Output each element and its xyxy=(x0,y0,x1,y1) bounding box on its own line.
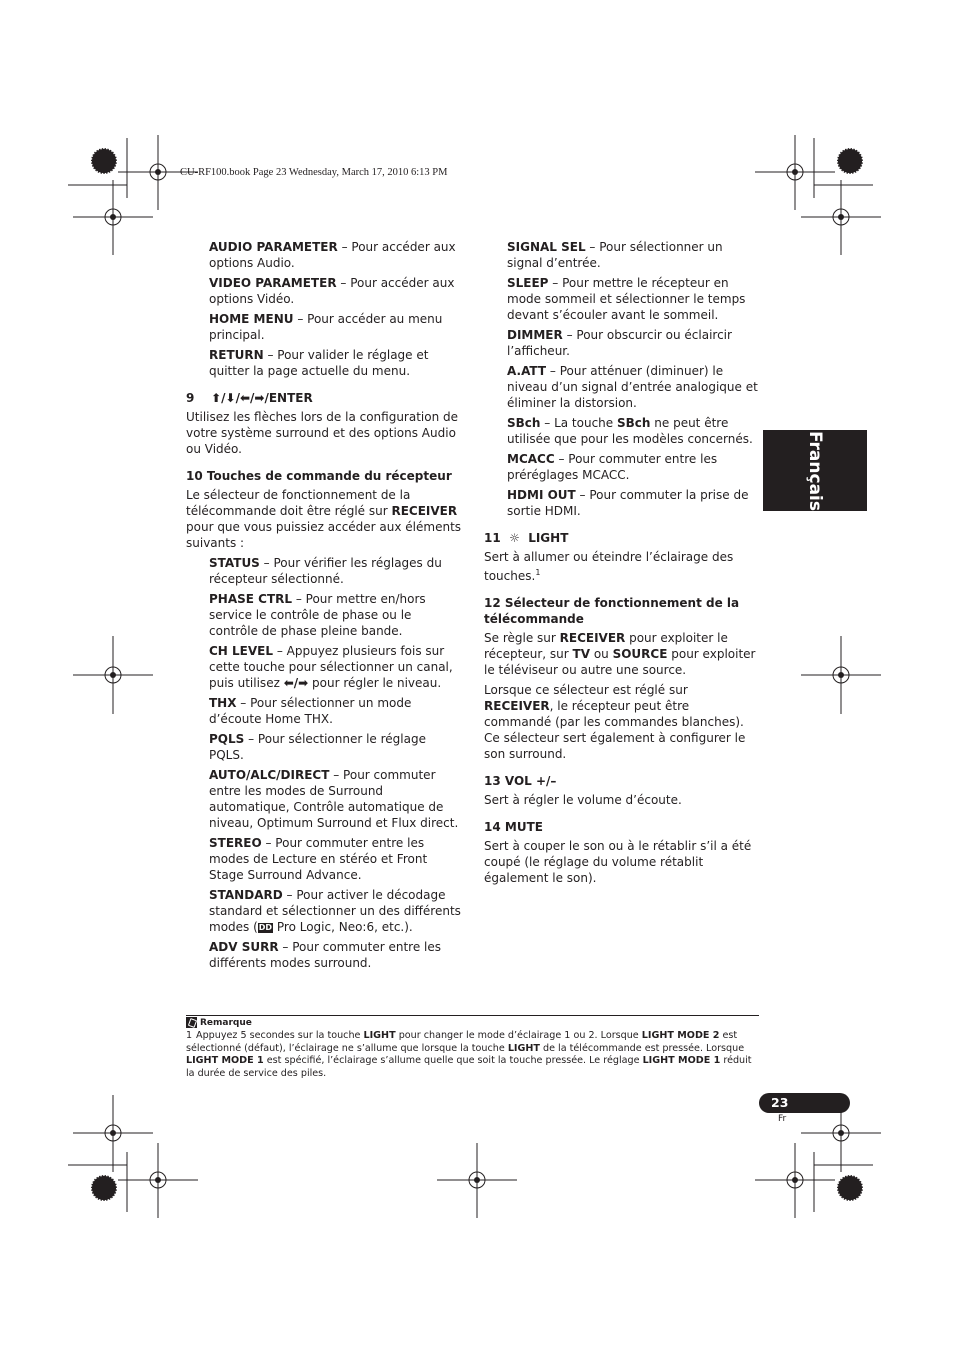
item-thx: THX – Pour sélectionner un mode d’écoute Home THX. xyxy=(209,696,412,726)
para-12a: Se règle sur RECEIVER pour exploiter le récepteur, sur TV ou SOURCE pour exploiter le téléviseur ou autre une source. xyxy=(484,631,756,677)
item-hdmi-out: HDMI OUT – Pour commuter la prise de sortie HDMI. xyxy=(507,488,749,518)
item-adv-surr: ADV SURR – Pour commuter entre les différents modes surround. xyxy=(209,940,442,970)
para-9: Utilisez les flèches lors de la configuration de votre système surround et des options Audio ou Vidéo. xyxy=(186,410,459,456)
page-number: 23 xyxy=(771,1095,789,1110)
right-column xyxy=(484,239,760,890)
para-13: Sert à régler le volume d’écoute. xyxy=(484,793,682,807)
left-right-arrow-icon: ⬅/➡ xyxy=(283,676,309,690)
para-10: Le sélecteur de fonctionnement de la télécommande doit être réglé sur RECEIVER pour que vous puissiez accéder aux éléments suivants : xyxy=(186,488,462,550)
light-icon: ☼ xyxy=(509,531,520,545)
note-heading: Remarque xyxy=(186,1017,252,1028)
para-14: Sert à couper le son ou à le rétablir s’il a été coupé (le réglage du volume rétablit également le son). xyxy=(484,839,752,885)
footnote: 1 Appuyez 5 secondes sur la touche LIGHT pour changer le mode d’éclairage 1 ou 2. Lorsque LIGHT MODE 2 est sélectionné (défaut), l’éclairage ne s’allume que lorsque la touche LIGHT de la télécommande est pressée. Lorsque LIGHT MODE 1 est spécifié, l’éclairage s’allume quelle que soit la touche pressée. Le réglage LIGHT MODE 1 réduit la durée de service des piles. xyxy=(186,1030,752,1079)
item-home-menu: HOME MENU – Pour accéder au menu principal. xyxy=(209,312,443,342)
item-dimmer: DIMMER – Pour obscurcir ou éclaircir l’afficheur. xyxy=(507,328,732,358)
heading-9: 9 ⬆/⬇/⬅/➡/ENTER xyxy=(186,391,313,405)
menu-options xyxy=(186,239,464,379)
file-header: CU-RF100.book Page 23 Wednesday, March 17, 2010 6:13 PM xyxy=(180,167,448,178)
receiver-controls xyxy=(186,555,464,971)
item-a-att: A.ATT – Pour atténuer (diminuer) le niveau d’un signal d’entrée analogique et éliminer la distorsion. xyxy=(507,364,758,410)
language-tab xyxy=(763,430,867,511)
language-tab-label: Français xyxy=(805,430,825,511)
heading-12: 12 Sélecteur de fonctionnement de la télécommande xyxy=(484,596,740,626)
item-sleep: SLEEP – Pour mettre le récepteur en mode sommeil et sélectionner le temps devant s’écouler avant le sommeil. xyxy=(507,276,746,322)
item-phase-ctrl: PHASE CTRL – Pour mettre en/hors service le contrôle de phase ou le contrôle de phase pleine bande. xyxy=(209,592,426,638)
item-return: RETURN – Pour valider le réglage et quitter la page actuelle du menu. xyxy=(209,348,429,378)
page-number-badge xyxy=(759,1093,850,1113)
item-video-parameter: VIDEO PARAMETER – Pour accéder aux options Vidéo. xyxy=(209,276,455,306)
left-column xyxy=(186,239,464,975)
arrow-keys-icon: ⬆/⬇/⬅/➡ xyxy=(211,391,265,405)
item-signal-sel: SIGNAL SEL – Pour sélectionner un signal d’entrée. xyxy=(507,240,723,270)
para-12b: Lorsque ce sélecteur est réglé sur RECEIVER, le récepteur peut être commandé (par les commandes blanches). Ce sélecteur sert également à configurer le son surround. xyxy=(484,683,746,761)
heading-13: 13 VOL +/– xyxy=(484,774,557,788)
item-pqls: PQLS – Pour sélectionner le réglage PQLS. xyxy=(209,732,426,762)
heading-11: 11 ☼ LIGHT xyxy=(484,531,569,545)
item-auto-alc-direct: AUTO/ALC/DIRECT – Pour commuter entre les modes de Surround automatique, Contrôle automatique de niveau, Optimum Surround et Flux direct. xyxy=(209,768,459,830)
receiver-controls-cont xyxy=(484,239,760,519)
para-11: Sert à allumer ou éteindre l’éclairage des touches.$^1$ xyxy=(484,550,734,583)
item-mcacc: MCACC – Pour commuter entre les préréglages MCACC. xyxy=(507,452,718,482)
item-sbch: SBch – La touche SBch ne peut être utilisée que pour les modèles concernés. xyxy=(507,416,753,446)
item-status: STATUS – Pour vérifier les réglages du récepteur sélectionné. xyxy=(209,556,442,586)
item-ch-level: CH LEVEL – Appuyez plusieurs fois sur cette touche pour sélectionner un canal, puis utilisez ⬅/➡ pour régler le niveau. xyxy=(209,644,453,690)
heading-10: 10 Touches de commande du récepteur xyxy=(186,469,452,483)
note-divider xyxy=(186,1015,759,1016)
item-standard: STANDARD – Pour activer le décodage standard et sélectionner un des différents modes (DD Pro Logic, Neo:6, etc.). xyxy=(209,888,461,934)
note-icon xyxy=(186,1017,197,1028)
heading-14: 14 MUTE xyxy=(484,820,543,834)
dolby-logo-icon: DD xyxy=(258,923,273,932)
item-stereo: STEREO – Pour commuter entre les modes de Lecture en stéréo et Front Stage Surround Advance. xyxy=(209,836,428,882)
page-language: Fr xyxy=(778,1114,787,1124)
item-audio-parameter: AUDIO PARAMETER – Pour accéder aux options Audio. xyxy=(209,240,456,270)
